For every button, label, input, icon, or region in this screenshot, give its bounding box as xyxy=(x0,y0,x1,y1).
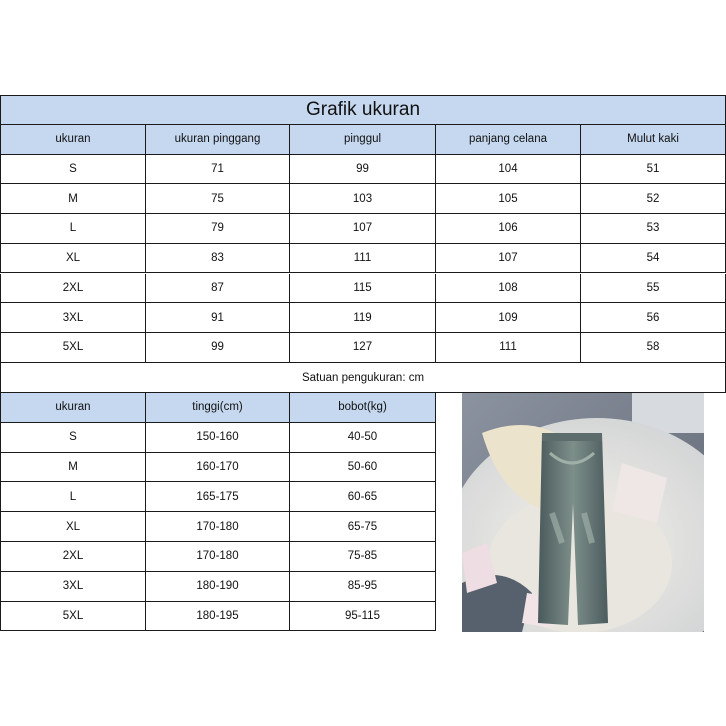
table-header-cell: ukuran xyxy=(0,393,146,423)
table-cell: 65-75 xyxy=(290,512,436,542)
table-cell: 55 xyxy=(581,274,726,304)
table-cell: 104 xyxy=(436,155,581,185)
table-header-cell: tinggi(cm) xyxy=(146,393,290,423)
table-cell: 91 xyxy=(146,303,290,333)
table-cell: 107 xyxy=(436,244,581,274)
table-cell: 3XL xyxy=(0,572,146,602)
table-cell: 75 xyxy=(146,184,290,214)
table-cell: 5XL xyxy=(0,602,146,632)
table-cell: 160-170 xyxy=(146,453,290,483)
table-cell: 108 xyxy=(436,274,581,304)
table-cell: L xyxy=(0,214,146,244)
table-cell: 170-180 xyxy=(146,542,290,572)
table-cell: S xyxy=(0,423,146,453)
table-header-cell: ukuran xyxy=(0,125,146,155)
table-cell: 150-160 xyxy=(146,423,290,453)
table-cell: 52 xyxy=(581,184,726,214)
jeans-photo-icon xyxy=(462,393,704,632)
table-cell: 5XL xyxy=(0,333,146,363)
table-cell: 79 xyxy=(146,214,290,244)
table-cell: 50-60 xyxy=(290,453,436,483)
table-cell: 105 xyxy=(436,184,581,214)
table-cell: 165-175 xyxy=(146,482,290,512)
chart-title: Grafik ukuran xyxy=(0,95,726,125)
table-cell: 103 xyxy=(290,184,436,214)
table-cell: 111 xyxy=(436,333,581,363)
table-cell: 87 xyxy=(146,274,290,304)
table-cell: 111 xyxy=(290,244,436,274)
table-cell: S xyxy=(0,155,146,185)
table-cell: 127 xyxy=(290,333,436,363)
table-header-cell: pinggul xyxy=(290,125,436,155)
table-cell: 170-180 xyxy=(146,512,290,542)
table-header-cell: ukuran pinggang xyxy=(146,125,290,155)
table-cell: 60-65 xyxy=(290,482,436,512)
table-cell: 99 xyxy=(290,155,436,185)
table-cell: 53 xyxy=(581,214,726,244)
table-cell: 58 xyxy=(581,333,726,363)
table-cell: XL xyxy=(0,244,146,274)
table-cell: 119 xyxy=(290,303,436,333)
table-cell: 54 xyxy=(581,244,726,274)
table-cell: 106 xyxy=(436,214,581,244)
table-cell: 109 xyxy=(436,303,581,333)
table-cell: L xyxy=(0,482,146,512)
table-header-cell: Mulut kaki xyxy=(581,125,726,155)
table-cell: 56 xyxy=(581,303,726,333)
table-cell: 107 xyxy=(290,214,436,244)
table-cell: 180-190 xyxy=(146,572,290,602)
table-cell: M xyxy=(0,184,146,214)
table-header-cell: panjang celana xyxy=(436,125,581,155)
table-cell: 83 xyxy=(146,244,290,274)
table-cell: XL xyxy=(0,512,146,542)
table-cell: 99 xyxy=(146,333,290,363)
table-header-cell: bobot(kg) xyxy=(290,393,436,423)
table-cell: 2XL xyxy=(0,274,146,304)
table-cell: M xyxy=(0,453,146,483)
table-cell: 75-85 xyxy=(290,542,436,572)
table-cell: 40-50 xyxy=(290,423,436,453)
table-cell: 95-115 xyxy=(290,602,436,632)
table-cell: 180-195 xyxy=(146,602,290,632)
table-cell: 2XL xyxy=(0,542,146,572)
table-cell: 115 xyxy=(290,274,436,304)
unit-note: Satuan pengukuran: cm xyxy=(0,363,726,393)
table-cell: 71 xyxy=(146,155,290,185)
table-cell: 85-95 xyxy=(290,572,436,602)
table-cell: 3XL xyxy=(0,303,146,333)
table-cell: 51 xyxy=(581,155,726,185)
